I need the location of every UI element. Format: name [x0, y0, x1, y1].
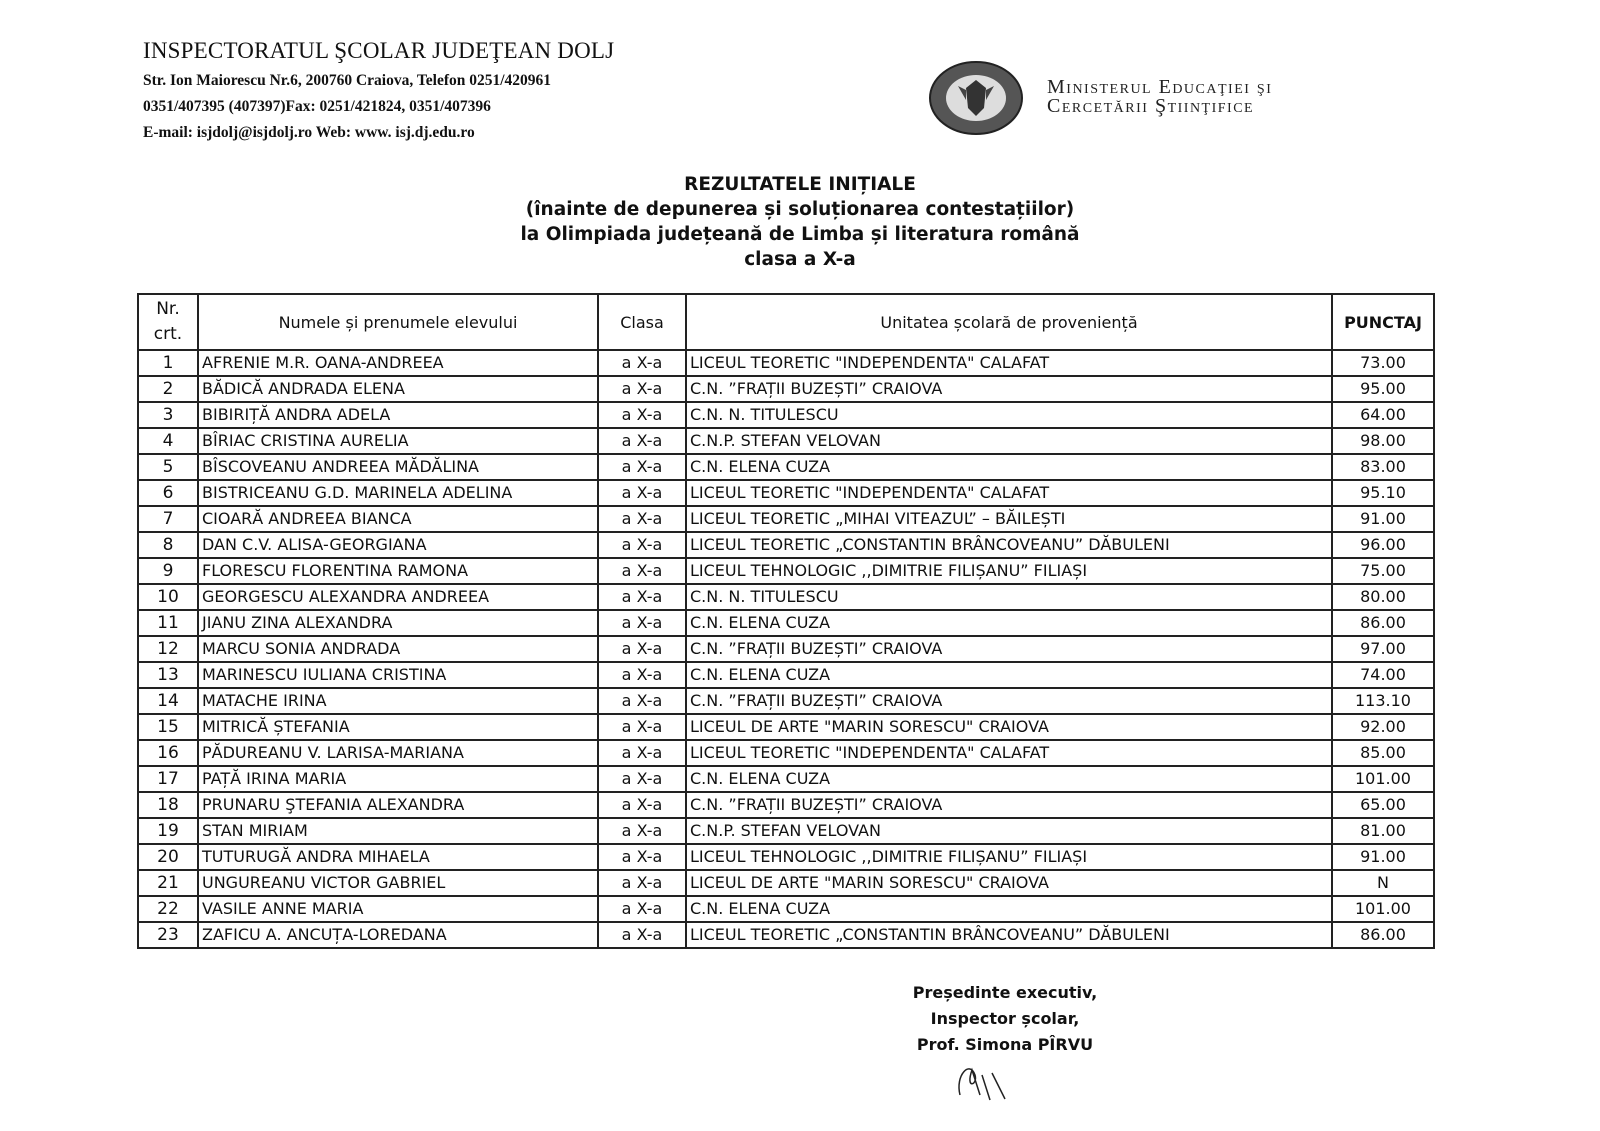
- ministry-name: [1047, 78, 1272, 116]
- student-name: BISTRICEANU G.D. MARINELA ADELINA: [198, 480, 598, 506]
- table-row: [138, 766, 1434, 792]
- score-cell: 101.00: [1332, 766, 1434, 792]
- student-name: UNGUREANU VICTOR GABRIEL: [198, 870, 598, 896]
- class-cell: a X-a: [598, 584, 686, 610]
- header-score: PUNCTAJ: [1332, 294, 1434, 350]
- row-number: 8: [138, 532, 198, 558]
- row-number: 4: [138, 428, 198, 454]
- row-number: 1: [138, 350, 198, 376]
- student-name: TUTURUGĂ ANDRA MIHAELA: [198, 844, 598, 870]
- title-line-3: la Olimpiada județeană de Limba și literatura română: [520, 224, 1080, 245]
- header-school: Unitatea școlară de proveniență: [686, 294, 1332, 350]
- table-row: [138, 844, 1434, 870]
- letterhead: [143, 38, 614, 150]
- title-line-2: (înainte de depunerea și soluționarea contestațiilor): [525, 199, 1075, 220]
- header-class: Clasa: [598, 294, 686, 350]
- table-row: [138, 402, 1434, 428]
- row-number: 13: [138, 662, 198, 688]
- school-cell: LICEUL TEHNOLOGIC ,,DIMITRIE FILIȘANU” FILIAȘI: [686, 844, 1332, 870]
- row-number: 17: [138, 766, 198, 792]
- class-cell: a X-a: [598, 532, 686, 558]
- school-cell: C.N.P. STEFAN VELOVAN: [686, 428, 1332, 454]
- school-cell: LICEUL TEHNOLOGIC ,,DIMITRIE FILIȘANU” FILIAȘI: [686, 558, 1332, 584]
- score-cell: 85.00: [1332, 740, 1434, 766]
- class-cell: a X-a: [598, 662, 686, 688]
- school-cell: C.N. ”FRAȚII BUZEȘTI” CRAIOVA: [686, 792, 1332, 818]
- table-header-row: [138, 294, 1434, 350]
- school-cell: LICEUL TEORETIC „MIHAI VITEAZUL” – BĂILEȘTI: [686, 506, 1332, 532]
- student-name: PAȚĂ IRINA MARIA: [198, 766, 598, 792]
- table-row: [138, 740, 1434, 766]
- student-name: ZAFICU A. ANCUȚA-LOREDANA: [198, 922, 598, 948]
- class-cell: a X-a: [598, 688, 686, 714]
- school-cell: C.N. ”FRAȚII BUZEȘTI” CRAIOVA: [686, 376, 1332, 402]
- header-name: Numele și prenumele elevului: [198, 294, 598, 350]
- table-row: [138, 922, 1434, 948]
- school-cell: C.N. N. TITULESCU: [686, 584, 1332, 610]
- row-number: 2: [138, 376, 198, 402]
- table-row: [138, 818, 1434, 844]
- class-cell: a X-a: [598, 558, 686, 584]
- class-cell: a X-a: [598, 922, 686, 948]
- class-cell: a X-a: [598, 402, 686, 428]
- student-name: CIOARĂ ANDREEA BIANCA: [198, 506, 598, 532]
- score-cell: 86.00: [1332, 922, 1434, 948]
- signature-role-1: Președinte executiv,: [912, 983, 1098, 1002]
- school-cell: C.N. ELENA CUZA: [686, 896, 1332, 922]
- score-cell: 86.00: [1332, 610, 1434, 636]
- student-name: PĂDUREANU V. LARISA-MARIANA: [198, 740, 598, 766]
- row-number: 7: [138, 506, 198, 532]
- row-number: 11: [138, 610, 198, 636]
- table-row: [138, 506, 1434, 532]
- student-name: GEORGESCU ALEXANDRA ANDREEA: [198, 584, 598, 610]
- class-cell: a X-a: [598, 844, 686, 870]
- row-number: 12: [138, 636, 198, 662]
- class-cell: a X-a: [598, 506, 686, 532]
- contact: E-mail: isjdolj@isjdolj.ro Web: www. isj.dj.edu.ro: [143, 124, 475, 141]
- institution-name: INSPECTORATUL ŞCOLAR JUDEŢEAN DOLJ: [143, 38, 615, 63]
- class-cell: a X-a: [598, 896, 686, 922]
- class-cell: a X-a: [598, 610, 686, 636]
- handwritten-signature-icon: [950, 1055, 1020, 1105]
- row-number: 22: [138, 896, 198, 922]
- class-cell: a X-a: [598, 740, 686, 766]
- table-row: [138, 688, 1434, 714]
- header-nr: Nr. crt.: [138, 294, 198, 350]
- row-number: 23: [138, 922, 198, 948]
- row-number: 20: [138, 844, 198, 870]
- class-cell: a X-a: [598, 818, 686, 844]
- score-cell: 97.00: [1332, 636, 1434, 662]
- score-cell: 73.00: [1332, 350, 1434, 376]
- school-cell: LICEUL TEORETIC „CONSTANTIN BRÂNCOVEANU” DĂBULENI: [686, 922, 1332, 948]
- student-name: PRUNARU ŞTEFANIA ALEXANDRA: [198, 792, 598, 818]
- student-name: AFRENIE M.R. OANA-ANDREEA: [198, 350, 598, 376]
- class-cell: a X-a: [598, 454, 686, 480]
- score-cell: 98.00: [1332, 428, 1434, 454]
- score-cell: 101.00: [1332, 896, 1434, 922]
- table-row: [138, 792, 1434, 818]
- score-cell: 91.00: [1332, 506, 1434, 532]
- row-number: 18: [138, 792, 198, 818]
- score-cell: 96.00: [1332, 532, 1434, 558]
- class-cell: a X-a: [598, 870, 686, 896]
- table-row: [138, 376, 1434, 402]
- table-row: [138, 454, 1434, 480]
- score-cell: 65.00: [1332, 792, 1434, 818]
- phones: 0351/407395 (407397)Fax: 0251/421824, 0351/407396: [143, 98, 491, 115]
- row-number: 14: [138, 688, 198, 714]
- score-cell: 75.00: [1332, 558, 1434, 584]
- table-row: [138, 610, 1434, 636]
- table-row: [138, 714, 1434, 740]
- score-cell: 95.00: [1332, 376, 1434, 402]
- table-row: [138, 896, 1434, 922]
- school-cell: LICEUL TEORETIC "INDEPENDENTA" CALAFAT: [686, 740, 1332, 766]
- score-cell: 83.00: [1332, 454, 1434, 480]
- score-cell: N: [1332, 870, 1434, 896]
- score-cell: 92.00: [1332, 714, 1434, 740]
- score-cell: 81.00: [1332, 818, 1434, 844]
- table-row: [138, 480, 1434, 506]
- row-number: 15: [138, 714, 198, 740]
- class-cell: a X-a: [598, 376, 686, 402]
- student-name: MITRICĂ ȘTEFANIA: [198, 714, 598, 740]
- table-row: [138, 558, 1434, 584]
- score-cell: 91.00: [1332, 844, 1434, 870]
- school-cell: C.N. ”FRAȚII BUZEȘTI” CRAIOVA: [686, 688, 1332, 714]
- table-row: [138, 584, 1434, 610]
- table-row: [138, 870, 1434, 896]
- school-cell: C.N. N. TITULESCU: [686, 402, 1332, 428]
- school-cell: LICEUL TEORETIC "INDEPENDENTA" CALAFAT: [686, 480, 1332, 506]
- school-cell: C.N. ELENA CUZA: [686, 454, 1332, 480]
- row-number: 21: [138, 870, 198, 896]
- government-seal-icon: [928, 60, 1024, 136]
- title-line-4: clasa a X-a: [744, 249, 856, 270]
- student-name: MATACHE IRINA: [198, 688, 598, 714]
- signature-role-2: Inspector școlar,: [930, 1009, 1080, 1028]
- ministry-line-2: Cercetării Ştiinţifice: [1047, 95, 1255, 117]
- class-cell: a X-a: [598, 636, 686, 662]
- student-name: MARINESCU IULIANA CRISTINA: [198, 662, 598, 688]
- school-cell: LICEUL TEORETIC „CONSTANTIN BRÂNCOVEANU” DĂBULENI: [686, 532, 1332, 558]
- student-name: FLORESCU FLORENTINA RAMONA: [198, 558, 598, 584]
- score-cell: 113.10: [1332, 688, 1434, 714]
- class-cell: a X-a: [598, 714, 686, 740]
- title-line-1: REZULTATELE INIȚIALE: [684, 174, 916, 195]
- score-cell: 95.10: [1332, 480, 1434, 506]
- row-number: 6: [138, 480, 198, 506]
- student-name: JIANU ZINA ALEXANDRA: [198, 610, 598, 636]
- table-row: [138, 662, 1434, 688]
- student-name: VASILE ANNE MARIA: [198, 896, 598, 922]
- table-row: [138, 532, 1434, 558]
- class-cell: a X-a: [598, 350, 686, 376]
- school-cell: C.N. ”FRAȚII BUZEȘTI” CRAIOVA: [686, 636, 1332, 662]
- signature-name: Prof. Simona PÎRVU: [916, 1035, 1094, 1054]
- table-row: [138, 428, 1434, 454]
- school-cell: LICEUL TEORETIC "INDEPENDENTA" CALAFAT: [686, 350, 1332, 376]
- student-name: BÎSCOVEANU ANDREEA MĂDĂLINA: [198, 454, 598, 480]
- student-name: BĂDICĂ ANDRADA ELENA: [198, 376, 598, 402]
- table-row: [138, 350, 1434, 376]
- class-cell: a X-a: [598, 766, 686, 792]
- score-cell: 64.00: [1332, 402, 1434, 428]
- row-number: 3: [138, 402, 198, 428]
- school-cell: C.N. ELENA CUZA: [686, 766, 1332, 792]
- row-number: 5: [138, 454, 198, 480]
- class-cell: a X-a: [598, 792, 686, 818]
- row-number: 9: [138, 558, 198, 584]
- school-cell: C.N. ELENA CUZA: [686, 610, 1332, 636]
- row-number: 16: [138, 740, 198, 766]
- table-row: [138, 636, 1434, 662]
- school-cell: LICEUL DE ARTE "MARIN SORESCU" CRAIOVA: [686, 714, 1332, 740]
- student-name: MARCU SONIA ANDRADA: [198, 636, 598, 662]
- student-name: STAN MIRIAM: [198, 818, 598, 844]
- address: Str. Ion Maiorescu Nr.6, 200760 Craiova, Telefon 0251/420961: [143, 72, 552, 89]
- school-cell: C.N.P. STEFAN VELOVAN: [686, 818, 1332, 844]
- signature-block: [900, 980, 1110, 1058]
- school-cell: LICEUL DE ARTE "MARIN SORESCU" CRAIOVA: [686, 870, 1332, 896]
- class-cell: a X-a: [598, 480, 686, 506]
- student-name: DAN C.V. ALISA-GEORGIANA: [198, 532, 598, 558]
- results-table: [137, 293, 1435, 949]
- student-name: BÎRIAC CRISTINA AURELIA: [198, 428, 598, 454]
- school-cell: C.N. ELENA CUZA: [686, 662, 1332, 688]
- class-cell: a X-a: [598, 428, 686, 454]
- row-number: 19: [138, 818, 198, 844]
- ministry-line-1: Ministerul Educaţiei şi: [1047, 76, 1273, 98]
- student-name: BIBIRIȚĂ ANDRA ADELA: [198, 402, 598, 428]
- score-cell: 80.00: [1332, 584, 1434, 610]
- row-number: 10: [138, 584, 198, 610]
- document-title: [0, 172, 1600, 272]
- score-cell: 74.00: [1332, 662, 1434, 688]
